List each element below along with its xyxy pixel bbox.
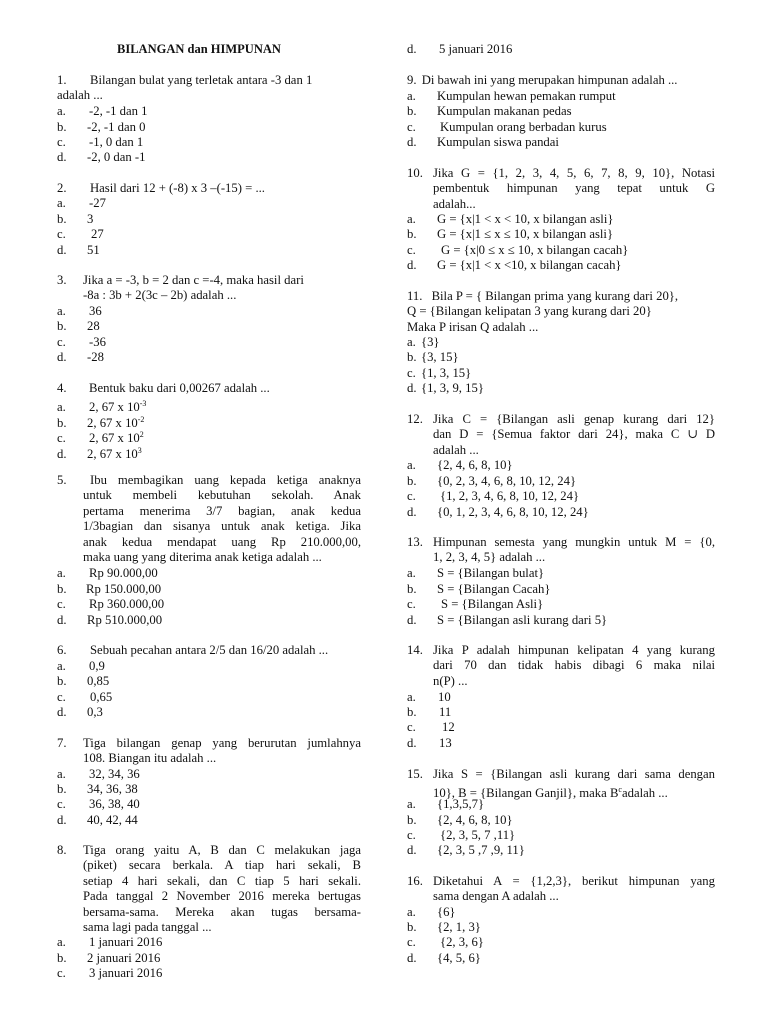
stem-line: Bentuk baku dari 0,00267 adalah ... [89, 381, 270, 395]
option-letter: b. [57, 674, 67, 688]
stem-line: setiap 4 hari sekali, dan C tiap 5 hari sekali. [83, 873, 361, 888]
question-9 [407, 73, 677, 88]
question-number: 2. [57, 181, 67, 195]
option-d[interactable] [57, 443, 142, 463]
stem-line: sama lagi pada tanggal ... [83, 920, 212, 935]
option-d[interactable] [407, 843, 525, 858]
question-stem [433, 166, 715, 212]
option-letter: b. [407, 104, 417, 118]
option-text: 13 [439, 736, 452, 750]
option-d[interactable] [407, 381, 484, 396]
option-letter: b. [407, 350, 417, 364]
option-letter: d. [407, 42, 417, 56]
stem-line: adalah... [433, 196, 476, 211]
option-c[interactable] [57, 335, 106, 350]
option-b[interactable] [57, 951, 160, 966]
option-text: -28 [87, 350, 104, 364]
option-letter: c. [57, 335, 66, 349]
option-text: {2, 4, 6, 8, 10} [437, 813, 513, 827]
option-b[interactable] [407, 227, 613, 242]
question-stem [83, 273, 361, 304]
option-letter: a. [407, 797, 416, 811]
option-text: Kumpulan siswa pandai [437, 135, 559, 149]
option-c[interactable] [407, 366, 471, 381]
stem-line: anak kedua mendapat uang Rp 210.000,00, [83, 534, 361, 549]
option-letter: c. [407, 489, 416, 503]
option-text: G = {x|0 ≤ x ≤ 10, x bilangan cacah} [441, 243, 629, 257]
option-text: {0, 1, 2, 3, 4, 6, 8, 10, 12, 24} [437, 505, 589, 519]
option-letter: d. [57, 447, 67, 462]
stem-line: n(P) ... [433, 673, 468, 688]
option-a[interactable] [57, 935, 162, 950]
option-text: {1,3,5,7} [437, 797, 485, 811]
option-c[interactable] [407, 720, 455, 735]
option-letter: a. [57, 104, 66, 118]
option-base: 2, 67 x 10 [89, 400, 140, 415]
stem-line: Jika S = {Bilangan asli kurang dari sama dengan [433, 767, 715, 781]
option-text: S = {Bilangan Asli} [441, 597, 544, 611]
option-text: 3 januari 2016 [89, 966, 163, 980]
stem-line: Ibu membagikan uang kepada ketiga anaknya [90, 473, 361, 487]
option-a[interactable] [57, 659, 105, 674]
option-letter: d. [407, 258, 417, 272]
option-letter: a. [407, 905, 416, 919]
option-d[interactable] [407, 951, 481, 966]
option-letter: c. [57, 797, 66, 811]
option-d[interactable] [57, 150, 146, 165]
option-text: 5 januari 2016 [439, 42, 513, 56]
option-d[interactable] [407, 505, 589, 520]
option-text: {2, 4, 6, 8, 10} [437, 458, 513, 472]
option-base: 2, 67 x 10 [87, 416, 138, 431]
option-b[interactable] [407, 813, 513, 828]
option-text: -2, -1 dan 1 [89, 104, 148, 118]
option-letter: c. [57, 597, 66, 611]
option-letter: b. [57, 416, 67, 431]
option-a[interactable] [407, 690, 451, 705]
stem-line: Diketahui A = {1,2,3}, berikut himpunan yang [433, 874, 715, 888]
option-text: 36 [89, 304, 102, 318]
option-text: {0, 2, 3, 4, 6, 8, 10, 12, 24} [437, 474, 577, 488]
option-d[interactable] [407, 613, 607, 628]
option-b[interactable] [407, 582, 550, 597]
question-number: 15. [407, 767, 423, 781]
option-letter: d. [57, 243, 67, 257]
question-number: 7. [57, 736, 67, 750]
stem-line: 108. Biangan itu adalah ... [83, 751, 217, 766]
option-letter: b. [57, 782, 67, 796]
option-text: Rp 90.000,00 [89, 566, 158, 580]
option-a[interactable] [407, 212, 613, 227]
question-11 [407, 289, 678, 304]
question-number: 12. [407, 412, 423, 426]
option-letter: a. [57, 304, 66, 318]
stem-line: dari 70 dan tidak habis dibagi 6 maka nilai [433, 658, 715, 673]
option-text: {1, 2, 3, 4, 6, 8, 10, 12, 24} [440, 489, 580, 503]
stem-line: Pada tanggal 2 November 2016 mereka bertugas [83, 889, 361, 904]
option-c[interactable] [407, 120, 607, 135]
option-b[interactable] [57, 319, 100, 334]
option-letter: c. [407, 243, 416, 257]
option-text: Rp 150.000,00 [86, 582, 162, 596]
option-letter: d. [407, 951, 417, 965]
stem-line: (piket) secara berkala. A tiap hari sekali, B [83, 858, 361, 873]
option-letter: a. [407, 690, 416, 704]
option-exponent: 2 [139, 430, 144, 439]
question-stem [83, 643, 361, 658]
option-text: {2, 1, 3} [437, 920, 481, 934]
question-number: 16. [407, 874, 423, 888]
option-b[interactable] [407, 920, 481, 935]
option-text: 28 [87, 319, 100, 333]
option-letter: c. [407, 366, 416, 380]
question-number: 5. [57, 473, 67, 487]
option-letter: d. [407, 135, 417, 149]
option-a[interactable] [57, 196, 106, 211]
stem-line: Sebuah pecahan antara 2/5 dan 16/20 adalah ... [90, 643, 329, 657]
option-letter: b. [57, 212, 67, 226]
option-d[interactable] [407, 736, 452, 751]
option-letter: d. [407, 505, 417, 519]
option-letter: a. [407, 212, 416, 226]
option-a[interactable] [407, 905, 456, 920]
option-letter: a. [57, 196, 66, 210]
option-text: -36 [89, 335, 106, 349]
option-text: 0,85 [87, 674, 110, 688]
option-text: -2, -1 dan 0 [87, 120, 146, 134]
option-b[interactable] [57, 674, 109, 689]
option-letter: a. [407, 335, 416, 349]
question-number: 11. [407, 289, 423, 303]
option-text: {6} [437, 905, 456, 919]
option-letter: c. [57, 135, 66, 149]
option-c[interactable] [57, 597, 164, 612]
option-letter: a. [57, 767, 66, 781]
option-text: 0,3 [87, 705, 103, 719]
option-letter: c. [407, 720, 416, 734]
option-d[interactable] [407, 135, 559, 150]
stem-line: Di bawah ini yang merupakan himpunan adalah ... [421, 73, 678, 87]
option-letter: b. [407, 474, 417, 488]
option-c[interactable] [57, 135, 143, 150]
option-letter: c. [407, 597, 416, 611]
stem-line: bersama-sama. Mereka akan tugas bersama- [83, 904, 361, 919]
stem-line: maka uang yang diterima anak ketiga adalah ... [83, 550, 322, 565]
option-text: Kumpulan makanan pedas [437, 104, 572, 118]
question-stem [83, 736, 361, 767]
option-text: {4, 5, 6} [437, 951, 481, 965]
option-base: 2, 67 x 10 [87, 447, 138, 462]
stem-line: Bilangan bulat yang terletak antara -3 dan 1 [90, 73, 313, 87]
option-text: {2, 3, 6} [440, 935, 484, 949]
option-letter: a. [57, 659, 66, 673]
stem-line: adalah ... [433, 442, 479, 457]
option-text: 1 januari 2016 [89, 935, 163, 949]
option-text: 27 [91, 227, 104, 241]
option-letter: b. [407, 227, 417, 241]
option-exponent: -3 [139, 399, 147, 408]
option-d[interactable] [57, 705, 103, 720]
option-text: {2, 3, 5, 7 ,11} [440, 828, 516, 842]
stem-line: Himpunan semesta yang mungkin untuk M = {0, [433, 535, 715, 549]
question-number: 1. [57, 73, 67, 87]
option-b[interactable] [407, 474, 576, 489]
option-c[interactable] [407, 597, 543, 612]
complement-superscript: c [618, 785, 622, 795]
option-letter: d. [407, 381, 417, 395]
option-letter: b. [407, 813, 417, 827]
option-letter: a. [57, 400, 66, 415]
question-number: 6. [57, 643, 67, 657]
stem-text: adalah ... [621, 786, 668, 801]
option-text: 36, 38, 40 [89, 797, 140, 811]
option-c[interactable] [407, 828, 515, 843]
option-letter: b. [407, 705, 417, 719]
option-b[interactable] [57, 212, 93, 227]
option-b[interactable] [57, 120, 146, 135]
question-number: 8. [57, 843, 67, 857]
option-a[interactable] [407, 797, 484, 812]
option-d[interactable] [407, 42, 512, 57]
option-letter: b. [57, 951, 67, 965]
option-letter: d. [57, 350, 67, 364]
question-number: 4. [57, 381, 67, 395]
option-c[interactable] [57, 690, 112, 705]
option-text: Rp 360.000,00 [89, 597, 165, 611]
stem-line: Hasil dari 12 + (-8) x 3 –(-15) = ... [90, 181, 265, 195]
option-text: G = {x|1 < x < 10, x bilangan asli} [437, 212, 614, 226]
question-number: 10. [407, 166, 423, 180]
option-letter: b. [407, 582, 417, 596]
option-letter: d. [407, 736, 417, 750]
option-d[interactable] [57, 350, 104, 365]
option-letter: b. [407, 920, 417, 934]
option-letter: d. [407, 843, 417, 857]
option-letter: c. [407, 120, 416, 134]
option-b[interactable] [407, 104, 572, 119]
option-d[interactable] [57, 613, 162, 628]
stem-line: dan D = {Semua faktor dari 24}, maka C ∪ D [433, 427, 715, 442]
question-stem [433, 412, 715, 458]
stem-line: Maka P irisan Q adalah ... [407, 320, 539, 334]
option-text: Kumpulan hewan pemakan rumput [437, 89, 616, 103]
option-text: {3, 15} [421, 350, 459, 364]
question-stem [433, 874, 715, 905]
option-text: Kumpulan orang berbadan kurus [440, 120, 607, 134]
option-letter: b. [57, 319, 67, 333]
stem-line: Tiga bilangan genap yang berurutan jumlahnya [83, 736, 361, 750]
option-letter: a. [407, 458, 416, 472]
option-text: {2, 3, 5 ,7 ,9, 11} [437, 843, 525, 857]
stem-line: Jika G = {1, 2, 3, 4, 5, 6, 7, 8, 9, 10}, Notasi [433, 166, 715, 180]
option-text: -1, 0 dan 1 [89, 135, 144, 149]
stem-line: 1/3bagian dan sisanya untuk anak ketiga. Jika [83, 519, 361, 534]
option-text: 3 [87, 212, 94, 226]
option-c[interactable] [407, 489, 579, 504]
stem-line: sama dengan A adalah ... [433, 889, 559, 904]
question-stem [433, 643, 715, 689]
option-letter: c. [57, 966, 66, 980]
question-stem [83, 473, 361, 565]
option-a[interactable] [57, 767, 140, 782]
option-text: 12 [442, 720, 455, 734]
stem-line: Tiga orang yaitu A, B dan C melakukan jaga [83, 843, 361, 857]
option-exponent: -2 [137, 415, 145, 424]
question-number: 14. [407, 643, 423, 657]
option-exponent: 3 [137, 446, 142, 455]
option-a[interactable] [407, 89, 616, 104]
question-stem [83, 181, 361, 196]
stem-text: 10}, B = {Bilangan Ganjil}, maka B [433, 786, 619, 801]
question-number: 9. [407, 73, 417, 87]
option-d[interactable] [57, 813, 138, 828]
question-number: 3. [57, 273, 67, 287]
option-text: G = {x|1 < x <10, x bilangan cacah} [437, 258, 622, 272]
option-d[interactable] [407, 258, 622, 273]
option-letter: d. [407, 613, 417, 627]
option-c[interactable] [57, 227, 104, 242]
option-text: {1, 3, 9, 15} [421, 381, 484, 395]
option-text: {3} [421, 335, 440, 349]
option-d[interactable] [57, 243, 100, 258]
option-c[interactable] [407, 935, 484, 950]
option-text: 10 [438, 690, 451, 704]
stem-line: Jika P adalah himpunan kelipatan 4 yang kurang [433, 643, 715, 657]
option-letter: a. [407, 566, 416, 580]
stem-line: pertama menerima 3/7 bagian, anak kedua [83, 503, 361, 518]
question-stem [83, 843, 361, 935]
option-letter: c. [57, 690, 66, 704]
stem-line: untuk membeli kebutuhan sekolah. Anak [83, 488, 361, 503]
option-c[interactable] [57, 797, 140, 812]
option-a[interactable] [407, 458, 513, 473]
option-text: G = {x|1 ≤ x ≤ 10, x bilangan asli} [437, 227, 614, 241]
option-text: 51 [87, 243, 100, 257]
option-text: -2, 0 dan -1 [87, 150, 146, 164]
option-letter: d. [57, 613, 67, 627]
option-letter: d. [57, 813, 67, 827]
stem-line: -8a : 3b + 2(3c – 2b) adalah ... [83, 288, 237, 303]
option-letter: d. [57, 150, 67, 164]
option-b[interactable] [407, 350, 459, 365]
option-text: 40, 42, 44 [87, 813, 138, 827]
option-text: 0,9 [89, 659, 105, 673]
option-text: S = {Bilangan Cacah} [437, 582, 551, 596]
option-base: 2, 67 x 10 [89, 431, 140, 446]
option-a[interactable] [407, 335, 440, 350]
option-text: S = {Bilangan asli kurang dari 5} [437, 613, 608, 627]
option-text: 32, 34, 36 [89, 767, 140, 781]
stem-line: Bila P = { Bilangan prima yang kurang dari 20}, [431, 289, 679, 303]
option-letter: a. [57, 935, 66, 949]
option-letter: c. [57, 431, 66, 446]
option-text: S = {Bilangan bulat} [437, 566, 545, 580]
option-a[interactable] [407, 566, 544, 581]
stem-line: 1, 2, 3, 4, 5} adalah ... [433, 550, 546, 565]
option-a[interactable] [57, 304, 102, 319]
question-stem [57, 73, 361, 104]
option-text: 0,65 [90, 690, 113, 704]
option-b[interactable] [57, 782, 138, 797]
option-b[interactable] [57, 582, 161, 597]
option-letter: c. [57, 227, 66, 241]
option-c[interactable] [57, 966, 162, 981]
option-text: {1, 3, 15} [421, 366, 472, 380]
page-title: BILANGAN dan HIMPUNAN [117, 42, 281, 56]
option-text: 34, 36, 38 [87, 782, 138, 796]
question-number: 13. [407, 535, 423, 549]
question-stem [433, 535, 715, 566]
option-a[interactable] [57, 566, 158, 581]
option-text [87, 443, 142, 463]
question-stem [83, 381, 361, 396]
option-letter: a. [407, 89, 416, 103]
option-text: 11 [439, 705, 452, 719]
option-letter: b. [57, 582, 67, 596]
option-text: Rp 510.000,00 [87, 613, 163, 627]
stem-line: Jika C = {Bilangan asli genap kurang dari 12} [433, 412, 715, 426]
option-c[interactable] [407, 243, 628, 258]
option-text: 2 januari 2016 [87, 951, 161, 965]
option-letter: b. [57, 120, 67, 134]
option-letter: a. [57, 566, 66, 580]
option-letter: c. [407, 935, 416, 949]
option-a[interactable] [57, 104, 148, 119]
option-letter: c. [407, 828, 416, 842]
stem-line: Q = {Bilangan kelipatan 3 yang kurang dari 20} [407, 304, 652, 318]
stem-line: pembentuk himpunan yang tepat untuk G [433, 181, 715, 196]
option-text: -27 [89, 196, 106, 210]
stem-line: Jika a = -3, b = 2 dan c =-4, maka hasil dari [83, 273, 304, 287]
stem-line: adalah ... [57, 88, 103, 103]
option-letter: d. [57, 705, 67, 719]
option-b[interactable] [407, 705, 451, 720]
